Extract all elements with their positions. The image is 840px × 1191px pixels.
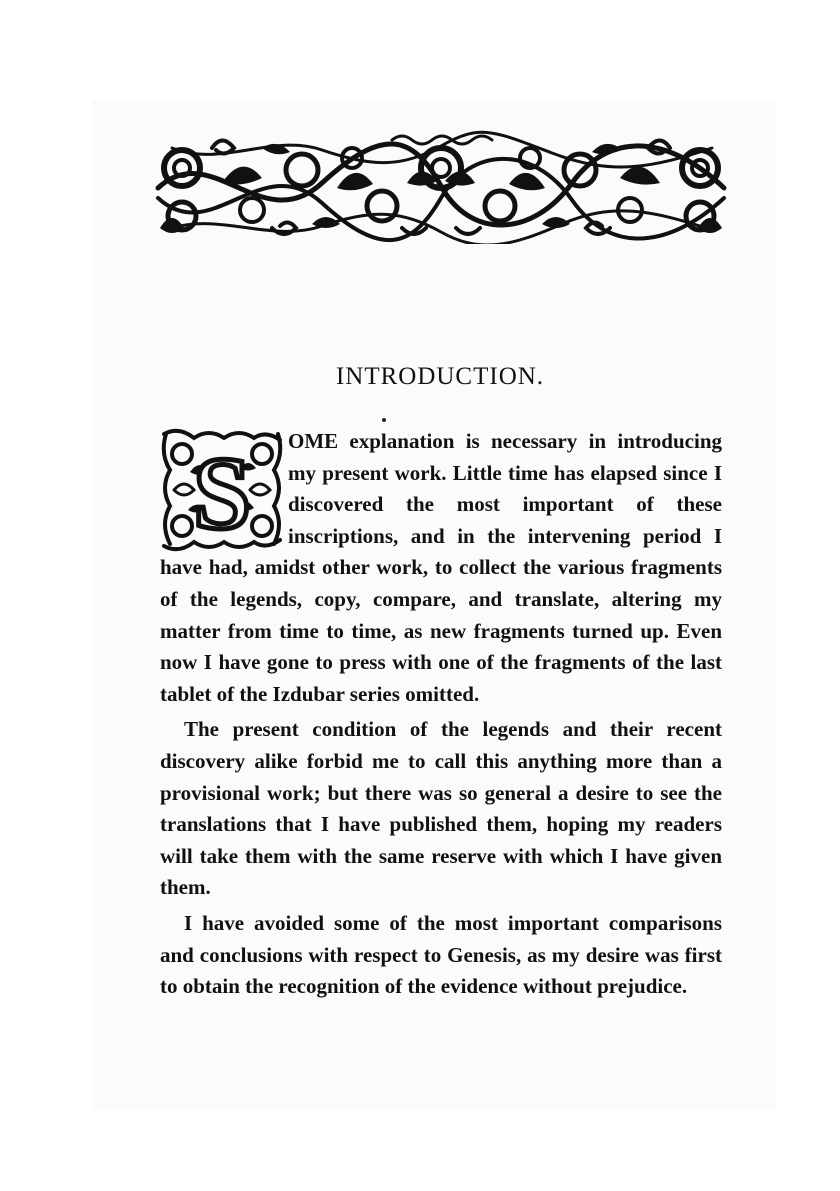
paragraph-2: The present condition of the legends and their recent discovery alike forbid me to call this anything more than a provisional work; but there was so general a desire to see the translations that I have published them, hoping my readers will take them with the same reserve with which I have given them. — [160, 717, 722, 900]
ornament-dot — [382, 418, 386, 422]
paragraph-3: I have avoided some of the most important comparisons and conclusions with respect to Genesis, as my desire was first to obtain the recognition of the evidence without prejudice. — [160, 910, 722, 999]
decorated-initial — [160, 428, 284, 552]
ornamental-headpiece — [152, 128, 730, 244]
body-text — [160, 426, 722, 1003]
paragraph-1: OME explanation is necessary in introducing my present work. Little time has elapsed since I discovered the most important of these inscriptions, and in the intervening period I have had, amidst other work, to collect the various fragments of the legends, copy, compare, and translate, altering my matter from time to time, as new fragments turned up. Even now I have gone to press with one of the fragments of the last tablet of the Izdubar series omitted. — [160, 429, 722, 706]
svg-text:S: S — [193, 436, 251, 551]
chapter-heading: INTRODUCTION. — [335, 363, 545, 390]
